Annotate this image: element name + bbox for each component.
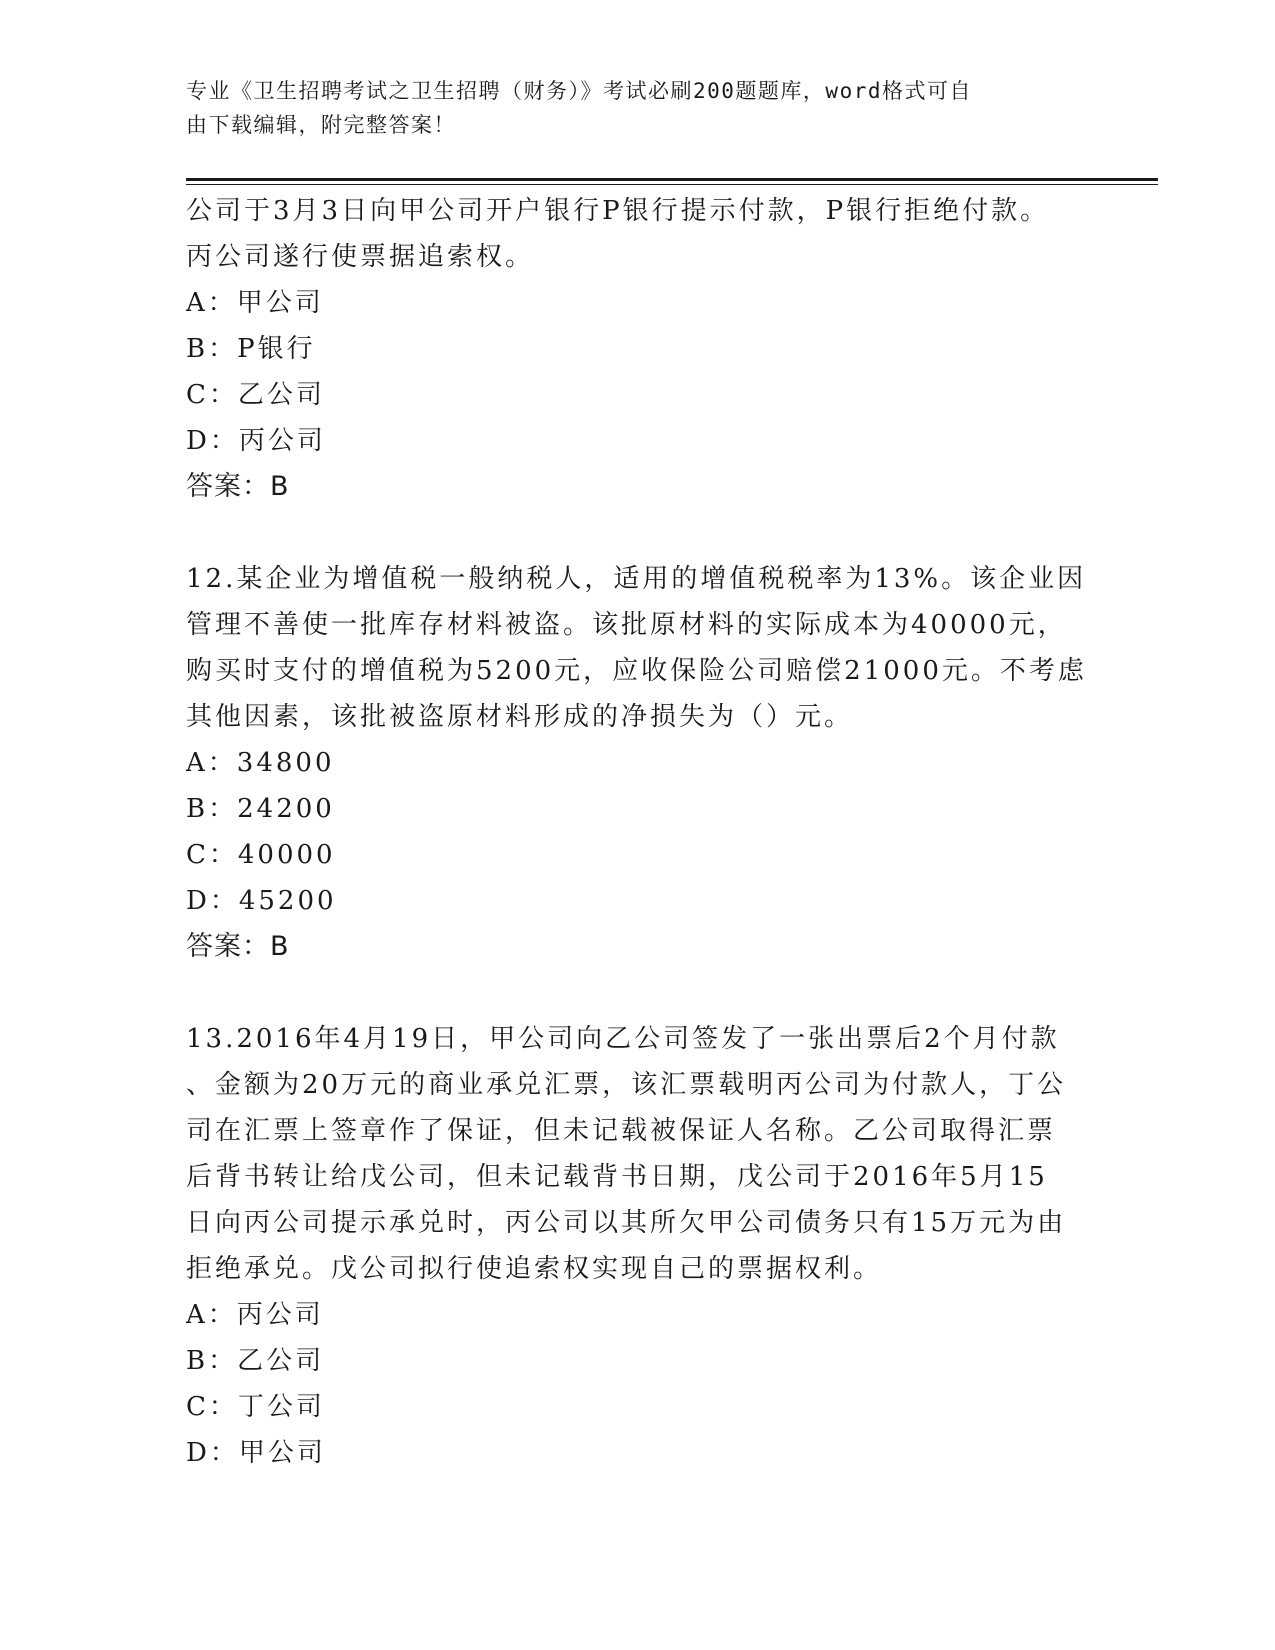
option-a: A：丙公司 <box>186 1300 324 1330</box>
question-stem-line: 司在汇票上签章作了保证，但未记载被保证人名称。乙公司取得汇票 <box>186 1116 1057 1146</box>
question-13 <box>186 1016 1086 1476</box>
question-stem-line: 12.某企业为增值税一般纳税人，适用的增值税税率为13%。该企业因 <box>186 564 1087 594</box>
question-stem-line: 丙公司遂行使票据追索权。 <box>186 242 535 272</box>
question-stem-line: 拒绝承兑。戊公司拟行使追索权实现自己的票据权利。 <box>186 1254 883 1284</box>
option-d: D：甲公司 <box>186 1438 326 1468</box>
question-stem-line: 后背书转让给戊公司，但未记载背书日期，戊公司于2016年5月15 <box>186 1162 1048 1192</box>
spacer <box>186 970 1086 1016</box>
option-a: A：甲公司 <box>186 288 324 318</box>
question-stem-line: 其他因素，该批被盗原材料形成的净损失为（）元。 <box>186 702 854 732</box>
question-stem-line: 13.2016年4月19日，甲公司向乙公司签发了一张出票后2个月付款 <box>186 1024 1060 1054</box>
question-11 <box>186 188 1086 510</box>
spacer <box>186 510 1086 556</box>
header-line-1: 专业《卫生招聘考试之卫生招聘（财务）》考试必刷200题题库，word格式可自 <box>186 79 972 103</box>
option-b: B：P银行 <box>186 334 316 364</box>
question-12 <box>186 556 1086 970</box>
option-c: C：丁公司 <box>186 1392 325 1422</box>
question-stem-line: 日向丙公司提示承兑时，丙公司以其所欠甲公司债务只有15万元为由 <box>186 1208 1067 1238</box>
question-stem-line: 购买时支付的增值税为5200元，应收保险公司赔偿21000元。不考虑 <box>186 656 1087 686</box>
option-c: C：40000 <box>186 840 336 870</box>
header-line-2: 由下载编辑，附完整答案！ <box>186 113 456 137</box>
question-stem-line: 管理不善使一批库存材料被盗。该批原材料的实际成本为40000元， <box>186 610 1067 640</box>
header-divider-thick <box>186 178 1158 181</box>
option-b: B：24200 <box>186 794 335 824</box>
option-b: B：乙公司 <box>186 1346 325 1376</box>
option-d: D：丙公司 <box>186 426 326 456</box>
option-c: C：乙公司 <box>186 380 325 410</box>
question-stem-line: 公司于3月3日向甲公司开户银行P银行提示付款，P银行拒绝付款。 <box>186 196 1050 226</box>
question-stem-line: 、金额为20万元的商业承兑汇票，该汇票载明丙公司为付款人，丁公 <box>186 1070 1067 1100</box>
answer-line: 答案：B <box>186 471 290 502</box>
option-d: D：45200 <box>186 886 337 916</box>
option-a: A：34800 <box>186 748 335 778</box>
question-content <box>186 188 1086 1476</box>
document-header <box>186 74 1066 142</box>
header-divider-thin <box>186 184 1158 185</box>
answer-line: 答案：B <box>186 931 290 962</box>
